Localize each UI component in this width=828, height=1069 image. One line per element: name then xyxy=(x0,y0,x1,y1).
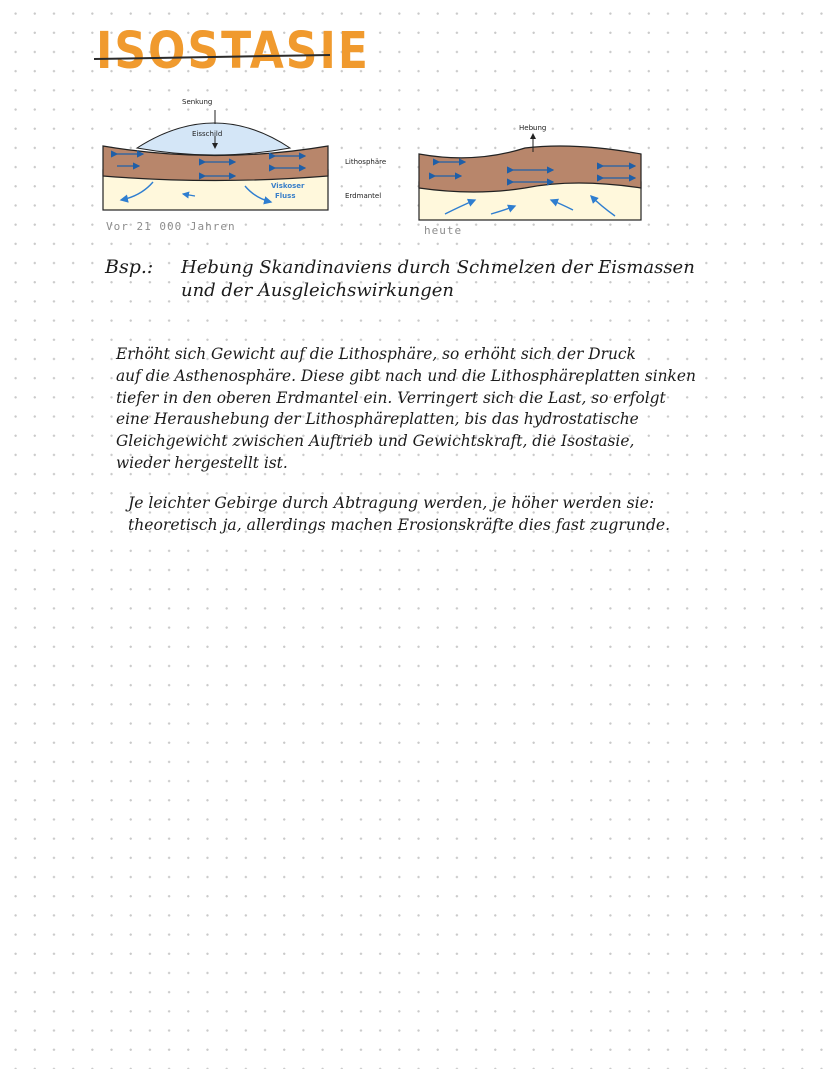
viscous-flow-label-2: Fluss xyxy=(275,192,296,200)
hebung-label: Hebung xyxy=(519,124,547,132)
paragraph-line: wieder hergestellt ist. xyxy=(116,453,288,472)
page-title: ISOSTASIE xyxy=(96,22,370,81)
diagram-past xyxy=(103,98,328,210)
paragraph-line: tiefer in den oberen Erdmantel ein. Verringert sich die Last, so erfolgt xyxy=(116,388,666,407)
caption-past: Vor 21 000 Jahren xyxy=(106,220,236,233)
paragraph-erosion xyxy=(128,492,670,536)
paragraph-line: eine Heraushebung der Lithosphäreplatten, bis das hydrostatische xyxy=(116,410,639,429)
paragraph-line: Gleichgewicht zwischen Auftrieb und Gewichtskraft, die Isostasie, xyxy=(116,432,635,451)
mantle-label: Erdmantel xyxy=(345,192,382,200)
isostasy-diagram xyxy=(95,90,695,240)
paragraph-isostasy-explanation xyxy=(116,344,696,475)
ice-label: Eisschild xyxy=(192,130,223,138)
example-line-1: Hebung Skandinaviens durch Schmelzen der Eismassen xyxy=(181,257,695,278)
paragraph-line: theoretisch ja, allerdings machen Erosionskräfte dies fast zugrunde. xyxy=(128,516,671,534)
ice-sheet xyxy=(137,123,290,155)
paragraph-line: Erhöht sich Gewicht auf die Lithosphäre, so erhöht sich der Druck xyxy=(116,345,636,363)
example-line-2: und der Ausgleichswirkungen xyxy=(181,280,454,301)
paragraph-line: Je leichter Gebirge durch Abtragung werden, je höher werden sie: xyxy=(128,494,655,512)
viscous-flow-label-1: Viskoser xyxy=(271,182,305,190)
diagram-today xyxy=(419,124,641,220)
caption-today: heute xyxy=(424,224,463,237)
paragraph-line: auf die Asthenosphäre. Diese gibt nach und die Lithosphäreplatten sinken xyxy=(116,366,696,385)
lithosphere-label: Lithosphäre xyxy=(345,158,387,166)
example-label: Bsp.: xyxy=(105,256,154,278)
senkung-label: Senkung xyxy=(182,98,213,106)
